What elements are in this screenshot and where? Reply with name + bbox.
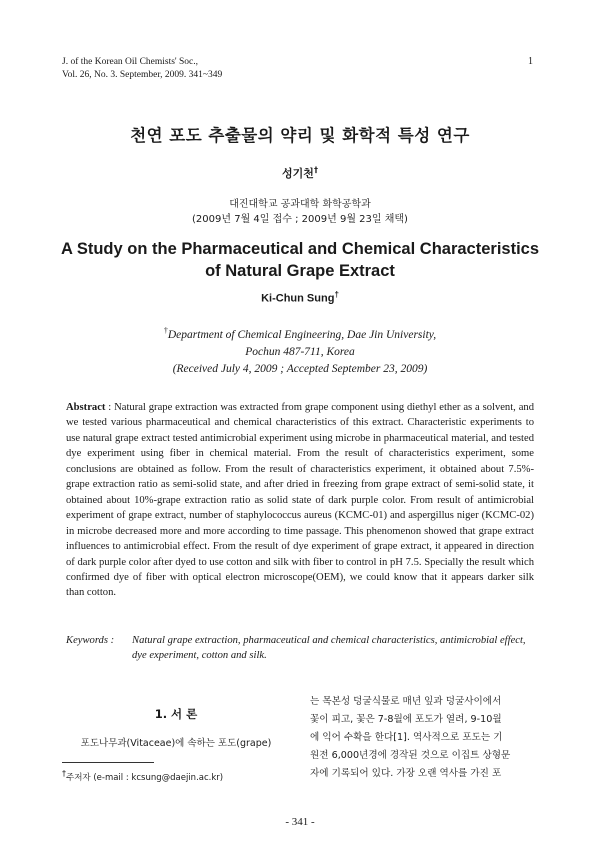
body-line: 자에 기록되어 있다. 가장 오랜 역사를 가진 포 bbox=[310, 768, 502, 779]
right-column-text bbox=[310, 693, 542, 783]
page-number-top: 1 bbox=[528, 56, 533, 67]
journal-citation bbox=[62, 56, 222, 82]
english-title-line1: A Study on the Pharmaceutical and Chemical Characteristics bbox=[60, 240, 540, 258]
english-author bbox=[0, 290, 600, 305]
english-received-dates: (Received July 4, 2009 ; Accepted September 23, 2009) bbox=[172, 362, 428, 375]
korean-affiliation-block bbox=[0, 197, 600, 227]
footnote-text: 주저자 (e-mail : kcsung@daejin.ac.kr) bbox=[66, 772, 224, 783]
english-author-name: Ki-Chun Sung bbox=[261, 292, 335, 305]
korean-author bbox=[0, 165, 600, 181]
english-title-line2: of Natural Grape Extract bbox=[205, 262, 395, 280]
journal-volume: Vol. 26, No. 3. September, 2009. 341~349 bbox=[62, 70, 223, 80]
keywords-text: Natural grape extraction, pharmaceutical and chemical characteristics, antimicrobial effect, dye experiment, cotton and silk. bbox=[132, 635, 526, 661]
footnote-mark: † bbox=[62, 769, 66, 778]
korean-affiliation: 대진대학교 공과대학 화학공학과 bbox=[229, 199, 371, 210]
abstract-text: Natural grape extraction was extracted from grape component using diethyl ether as a solvent, and we tested various pharmaceutical and chemical characteristics of this extract. Characteristic experiments to use natural grape extract tested antimicrobial experiment using microbe in pharmaceutical material, and tested dye experiment using fiber in chemical material. From the result of characteristics experiment, some conclusions are obtained as follow. From the result of characteristics experiment, it obtained about 7.5%-grape extraction ratio as semi-solid state, and after dried in freezing from grape extract of semi-solid state, it obtained about 10%-grape extraction ratio as solid state of dark purple color. From result of antimicrobial experiment of grape extract, number of staphylococcus aureus (KCMC-01) and aspergillus niger (KCMC-02) in microbe decreased more and more according to time passage. This phenomenon showed that grape extract influences to antimicrobial effect. From the result of dye experiment of grape extract, it appeared in direction of dark purple color after dyed to use cotton and silk with fiber to control in pH 7.5. Specially the result which confirmed dye of fiber with optical electron microscope(OEM), we could know that it appears darker silk than cotton. bbox=[66, 402, 534, 599]
korean-author-name: 성기천 bbox=[282, 167, 314, 180]
body-line: 꽃이 피고, 꽃은 7-8월에 포도가 열려, 9-10월 bbox=[310, 714, 502, 725]
body-line: 에 익어 수확을 한다[1]. 역사적으로 포도는 기 bbox=[310, 732, 503, 743]
abstract-separator: : bbox=[105, 402, 115, 413]
english-author-mark: † bbox=[334, 290, 339, 299]
korean-dates: (2009년 7월 4일 접수 ; 2009년 9월 23일 채택) bbox=[192, 214, 408, 225]
korean-title: 천연 포도 추출물의 약리 및 화학적 특성 연구 bbox=[130, 126, 470, 145]
body-line: 원전 6,000년경에 경작된 것으로 이집트 상형문 bbox=[310, 750, 511, 761]
english-title bbox=[0, 238, 600, 282]
english-affiliation-line1: †Department of Chemical Engineering, Dae Jin University, bbox=[163, 326, 437, 341]
abstract-label: Abstract bbox=[66, 402, 106, 413]
journal-name: J. of the Korean Oil Chemists' Soc., bbox=[62, 57, 199, 67]
korean-author-mark: † bbox=[313, 165, 318, 175]
footnote bbox=[62, 769, 223, 783]
intro-line: 포도나무과(Vitaceae)에 속하는 포도(grape) bbox=[80, 738, 272, 749]
body-line: 는 목본성 덩굴식물로 매년 잎과 덩굴사이에서 bbox=[310, 696, 502, 707]
english-affiliation-line2: Pochun 487-711, Korea bbox=[245, 345, 355, 358]
english-affiliation-block bbox=[0, 322, 600, 378]
section-heading: 1. 서 론 bbox=[154, 707, 198, 721]
keywords-label: Keywords : bbox=[66, 635, 115, 646]
page-number-bottom: - 341 - bbox=[285, 816, 315, 828]
abstract bbox=[66, 400, 534, 601]
affiliation-mark: † bbox=[163, 326, 168, 335]
footnote-divider bbox=[62, 762, 154, 763]
